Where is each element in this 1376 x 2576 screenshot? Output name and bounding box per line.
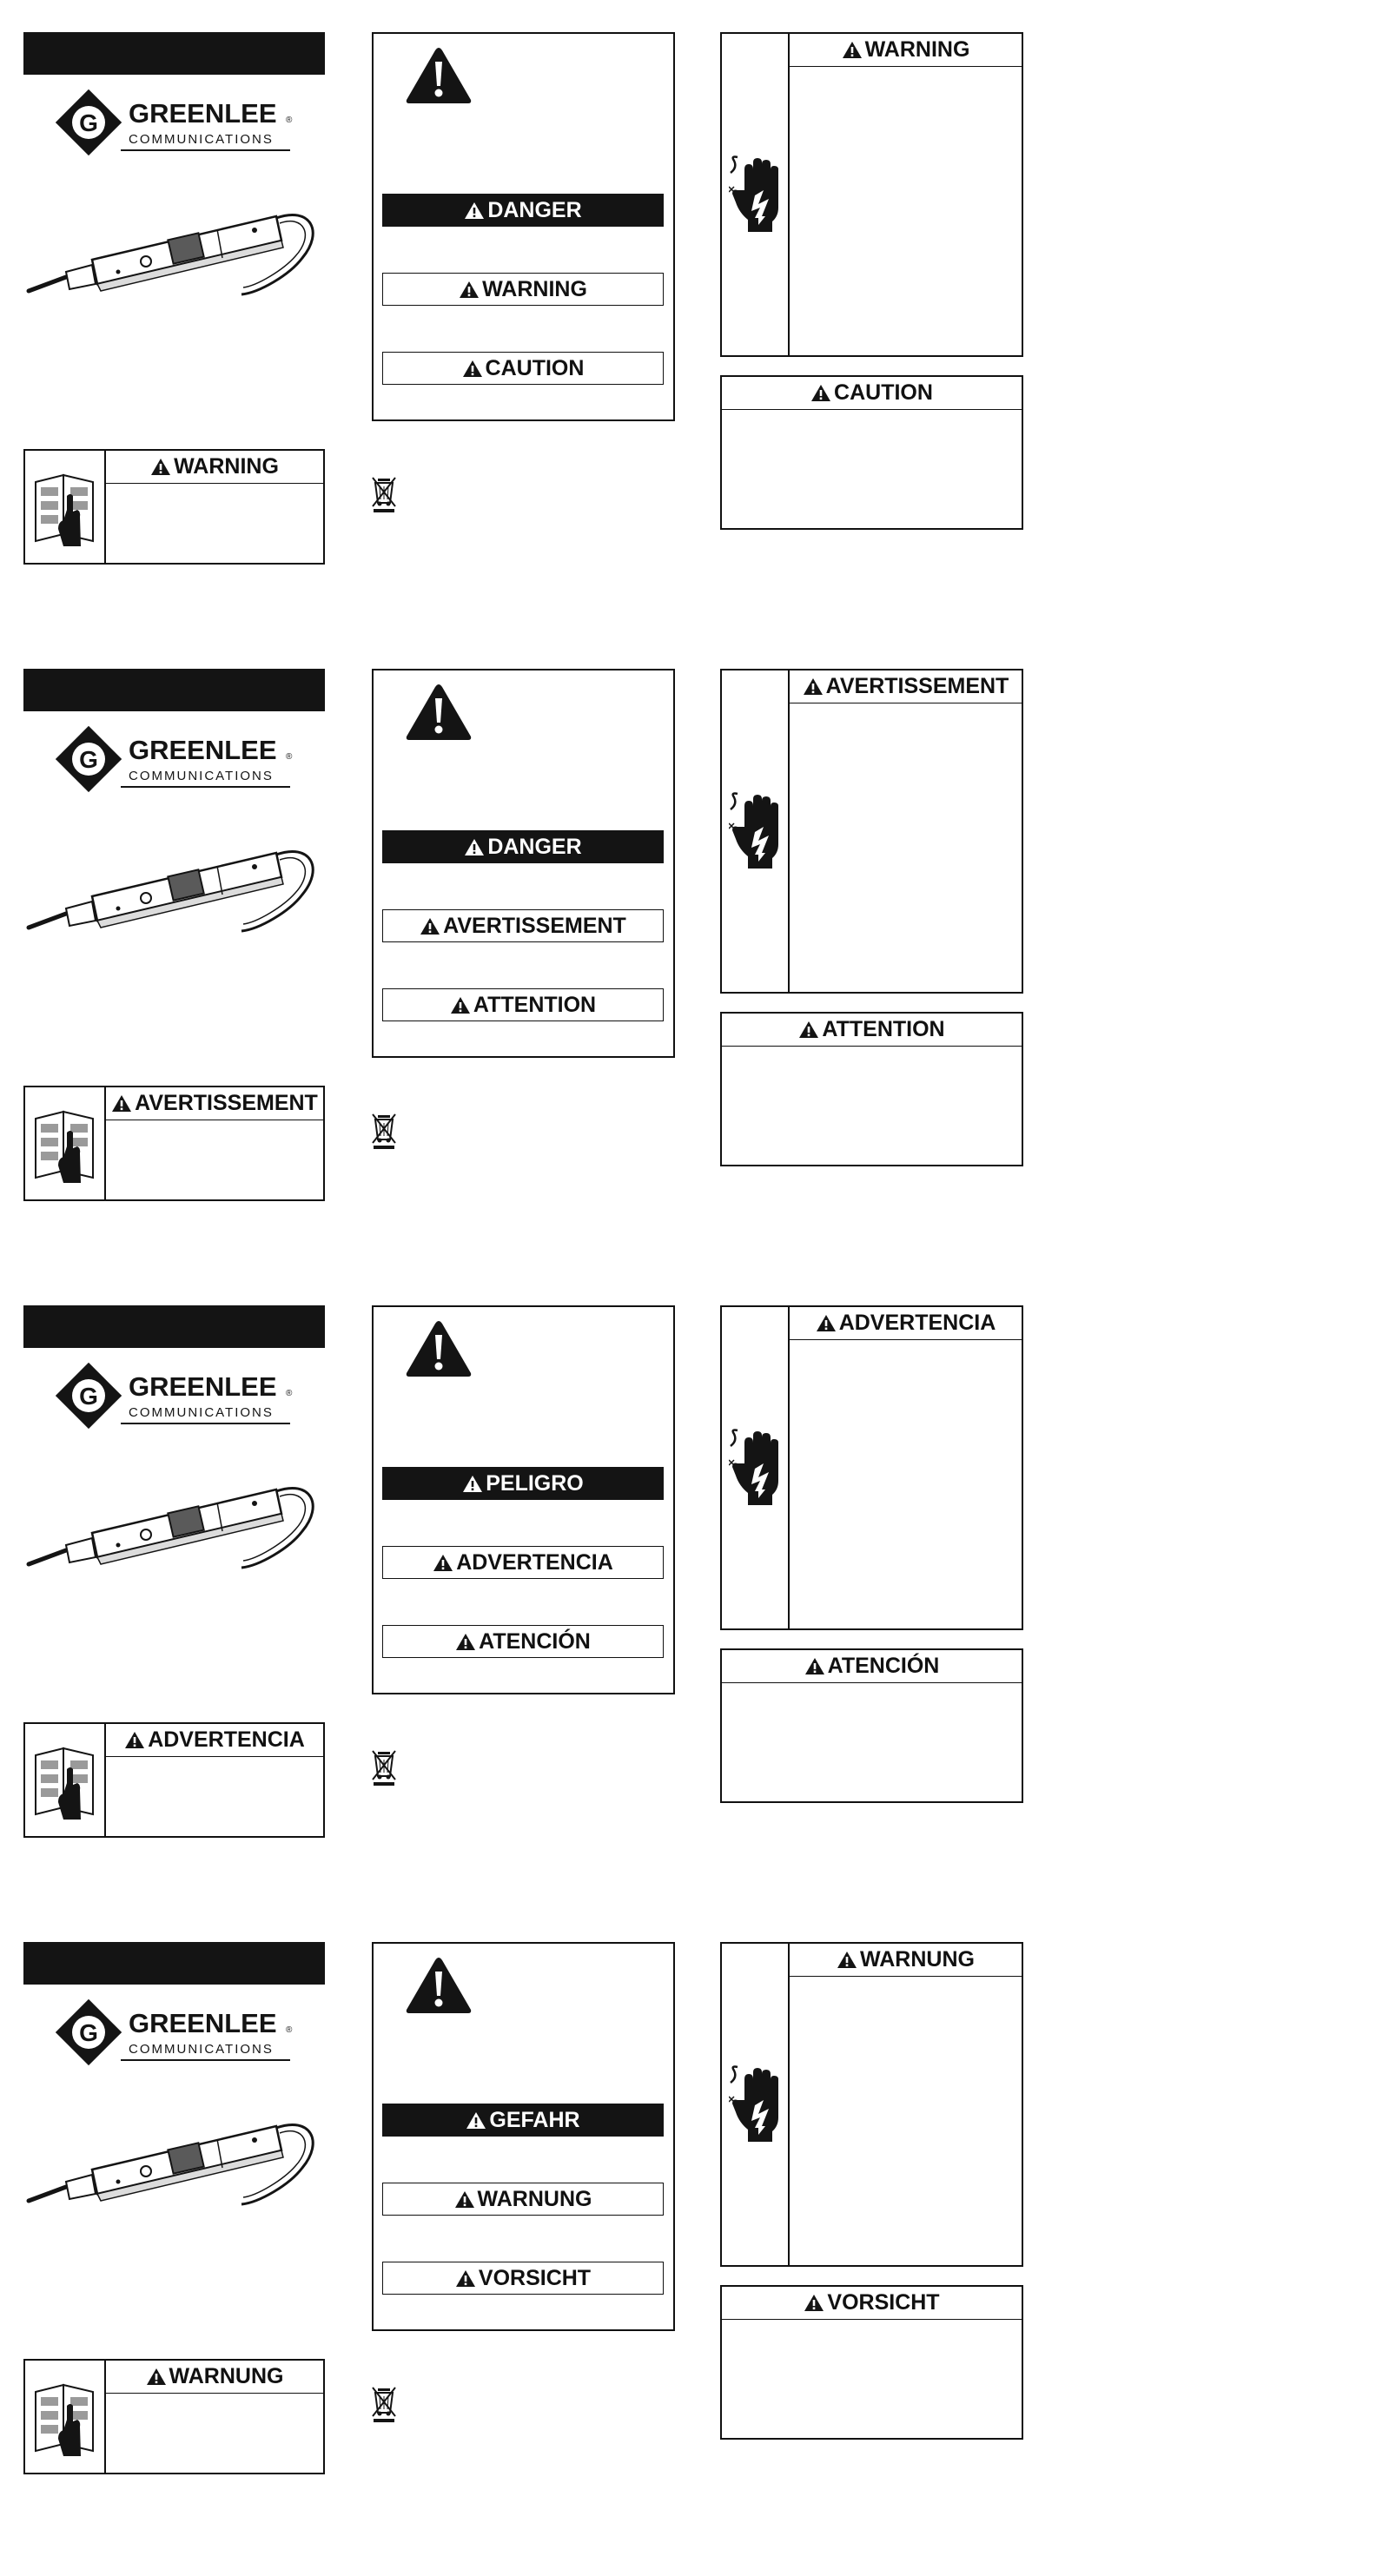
- read-manual-warning-label: ADVERTENCIA: [148, 1727, 305, 1752]
- electric-shock-warning-box: [720, 1305, 1023, 1630]
- shock-warning-header: [790, 670, 1022, 703]
- warning-triangle-icon: [464, 838, 485, 856]
- tone-probe-illustration: [24, 2107, 324, 2237]
- danger-signal-label: DANGER: [487, 197, 582, 222]
- signal-words-box: [372, 32, 675, 421]
- greenlee-logo: [56, 726, 308, 796]
- shock-warning-label: WARNING: [864, 37, 970, 62]
- warning-triangle-icon: [454, 2190, 475, 2209]
- brand-name: GREENLEE: [129, 98, 277, 129]
- caution-header: [722, 2287, 1022, 2320]
- warning-signal-label: WARNUNG: [477, 2186, 592, 2211]
- warning-triangle-icon: [420, 917, 440, 935]
- shock-warning-label: WARNUNG: [860, 1947, 975, 1972]
- tone-probe-illustration: [24, 834, 324, 964]
- caution-box: [720, 375, 1023, 530]
- caution-label: ATTENTION: [822, 1017, 945, 1041]
- brand-name: GREENLEE: [129, 1371, 277, 1402]
- caution-label: CAUTION: [834, 380, 933, 405]
- warning-triangle-icon: [124, 1731, 145, 1749]
- warning-triangle-icon: [464, 201, 485, 220]
- warning-triangle-icon: [804, 2294, 824, 2312]
- caution-box: [720, 1012, 1023, 1166]
- weee-crossed-bin-icon: [370, 2383, 398, 2423]
- danger-signal-label: DANGER: [487, 834, 582, 859]
- warning-triangle-icon: [798, 1020, 819, 1039]
- read-manual-warning-label: WARNUNG: [169, 2364, 284, 2388]
- read-manual-icon: [32, 1103, 98, 1188]
- caution-signal-label: ATTENTION: [473, 992, 597, 1017]
- danger-signal-bar: [382, 194, 664, 227]
- read-manual-warning-header: [106, 1087, 323, 1120]
- read-manual-warning-header: [106, 451, 323, 484]
- read-manual-warning-box: [23, 2359, 325, 2474]
- brand-name: GREENLEE: [129, 2008, 277, 2038]
- signal-words-box: [372, 1305, 675, 1694]
- tone-probe-illustration: [24, 197, 324, 327]
- shock-hazard-cell: [722, 670, 790, 992]
- shock-warning-header: [790, 1307, 1022, 1340]
- registered-mark: ®: [286, 752, 293, 762]
- caution-header: [722, 1650, 1022, 1683]
- shock-warning-header: [790, 34, 1022, 67]
- svg-text:G: G: [79, 2019, 98, 2046]
- language-section-2: [0, 669, 1376, 1303]
- brand-tagline: COMMUNICATIONS: [129, 132, 274, 147]
- read-manual-warning-label: AVERTISSEMENT: [135, 1091, 318, 1115]
- read-manual-cell: [25, 1724, 106, 1836]
- language-section-4: [0, 1942, 1376, 2576]
- section-title-bar: [23, 669, 325, 711]
- greenlee-logo: [56, 89, 308, 159]
- caution-signal-bar: [382, 988, 664, 1021]
- caution-header: [722, 377, 1022, 410]
- warning-signal-label: AVERTISSEMENT: [443, 913, 626, 938]
- section-title-bar: [23, 1942, 325, 1985]
- read-manual-icon: [32, 1740, 98, 1825]
- caution-signal-bar: [382, 2262, 664, 2295]
- electric-shock-hand-icon: [729, 792, 783, 872]
- registered-mark: ®: [286, 2025, 293, 2035]
- signal-words-box: [372, 669, 675, 1058]
- caution-label: ATENCIÓN: [827, 1654, 940, 1678]
- greenlee-logo: [56, 1999, 308, 2069]
- warning-signal-label: WARNING: [482, 276, 587, 301]
- registered-mark: ®: [286, 116, 293, 125]
- read-manual-icon: [32, 466, 98, 552]
- brand-tagline: COMMUNICATIONS: [129, 2042, 274, 2057]
- caution-signal-label: ATENCIÓN: [479, 1628, 591, 1654]
- read-manual-icon: [32, 2376, 98, 2461]
- caution-header: [722, 1014, 1022, 1047]
- read-manual-cell: [25, 2361, 106, 2473]
- read-manual-cell: [25, 451, 106, 563]
- shock-warning-header: [790, 1944, 1022, 1977]
- shock-warning-label: AVERTISSEMENT: [825, 674, 1009, 698]
- warning-signal-bar: [382, 273, 664, 306]
- electric-shock-warning-box: [720, 32, 1023, 357]
- warning-signal-bar: [382, 2183, 664, 2216]
- warning-triangle-icon: [462, 1475, 483, 1493]
- read-manual-warning-header: [106, 2361, 323, 2394]
- danger-signal-bar: [382, 1467, 664, 1500]
- read-manual-warning-label: WARNING: [174, 454, 279, 479]
- read-manual-warning-box: [23, 449, 325, 565]
- tone-probe-illustration: [24, 1470, 324, 1601]
- warning-signal-bar: [382, 909, 664, 942]
- caution-box: [720, 2285, 1023, 2440]
- warning-triangle-icon: [803, 677, 824, 696]
- shock-hazard-cell: [722, 1307, 790, 1628]
- read-manual-warning-box: [23, 1086, 325, 1201]
- warning-triangle-icon: [842, 41, 863, 59]
- read-manual-cell: [25, 1087, 106, 1199]
- warning-triangle-icon: [450, 996, 471, 1014]
- read-manual-warning-box: [23, 1722, 325, 1838]
- shock-hazard-cell: [722, 34, 790, 355]
- danger-signal-bar: [382, 2104, 664, 2137]
- warning-signal-bar: [382, 1546, 664, 1579]
- language-section-3: [0, 1305, 1376, 1939]
- brand-tagline: COMMUNICATIONS: [129, 769, 274, 783]
- registered-mark: ®: [286, 1389, 293, 1398]
- electric-shock-warning-box: [720, 1942, 1023, 2267]
- greenlee-logo: [56, 1363, 308, 1432]
- safety-alert-triangle-icon: [405, 1956, 473, 2015]
- warning-triangle-icon: [111, 1094, 132, 1113]
- warning-triangle-icon: [146, 2368, 167, 2386]
- warning-triangle-icon: [455, 1633, 476, 1651]
- shock-hazard-cell: [722, 1944, 790, 2265]
- section-title-bar: [23, 32, 325, 75]
- danger-signal-label: PELIGRO: [486, 1470, 584, 1496]
- electric-shock-warning-box: [720, 669, 1023, 994]
- caution-box: [720, 1648, 1023, 1803]
- warning-triangle-icon: [455, 2269, 476, 2288]
- brand-name: GREENLEE: [129, 735, 277, 765]
- read-manual-warning-header: [106, 1724, 323, 1757]
- danger-signal-bar: [382, 830, 664, 863]
- danger-signal-label: GEFAHR: [489, 2107, 580, 2132]
- signal-words-box: [372, 1942, 675, 2331]
- warning-triangle-icon: [810, 384, 831, 402]
- svg-text:G: G: [79, 109, 98, 136]
- shock-warning-label: ADVERTENCIA: [838, 1311, 996, 1335]
- warning-triangle-icon: [816, 1314, 837, 1332]
- warning-triangle-icon: [150, 458, 171, 476]
- warning-triangle-icon: [433, 1554, 453, 1572]
- weee-crossed-bin-icon: [370, 1747, 398, 1787]
- safety-alert-triangle-icon: [405, 1319, 473, 1378]
- caution-signal-label: VORSICHT: [478, 2265, 592, 2290]
- caution-label: VORSICHT: [827, 2290, 940, 2315]
- caution-signal-label: CAUTION: [485, 355, 585, 380]
- language-section-1: [0, 32, 1376, 666]
- warning-triangle-icon: [804, 1657, 825, 1675]
- electric-shock-hand-icon: [729, 155, 783, 235]
- warning-triangle-icon: [459, 281, 480, 299]
- warning-triangle-icon: [462, 360, 483, 378]
- weee-crossed-bin-icon: [370, 1110, 398, 1150]
- brand-tagline: COMMUNICATIONS: [129, 1405, 274, 1420]
- weee-crossed-bin-icon: [370, 473, 398, 513]
- warning-signal-label: ADVERTENCIA: [456, 1549, 613, 1575]
- svg-text:G: G: [79, 746, 98, 773]
- electric-shock-hand-icon: [729, 2065, 783, 2145]
- warning-triangle-icon: [466, 2111, 486, 2130]
- caution-signal-bar: [382, 1625, 664, 1658]
- safety-alert-triangle-icon: [405, 683, 473, 742]
- caution-signal-bar: [382, 352, 664, 385]
- safety-alert-triangle-icon: [405, 46, 473, 105]
- electric-shock-hand-icon: [729, 1429, 783, 1509]
- section-title-bar: [23, 1305, 325, 1348]
- svg-text:G: G: [79, 1383, 98, 1410]
- warning-triangle-icon: [837, 1951, 857, 1969]
